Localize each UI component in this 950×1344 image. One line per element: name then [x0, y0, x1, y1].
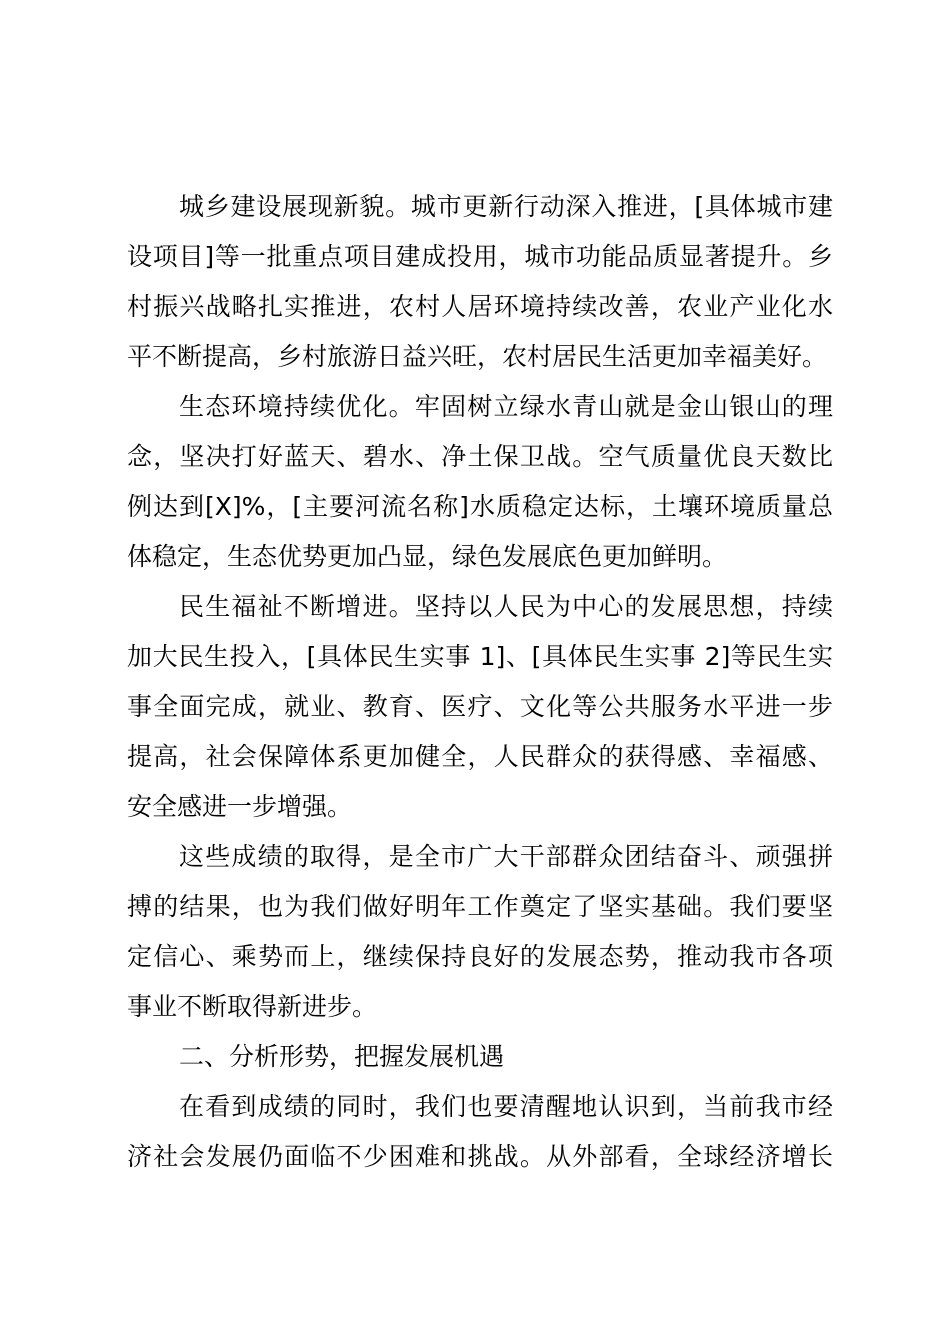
text-line: 事全面完成，就业、教育、医疗、文化等公共服务水平进一步 [127, 692, 833, 721]
section-heading [127, 1032, 833, 1082]
text-line: 这些成绩的取得，是全市广大干部群众团结奋斗、顽强拼 [179, 842, 833, 871]
paragraph-urban-rural [127, 182, 833, 382]
text-line: 加大民生投入，[具体民生实事 1]、[具体民生实事 2]等民生实 [127, 642, 833, 671]
text-line: 提高，社会保障体系更加健全，人民群众的获得感、幸福感、 [127, 742, 833, 771]
paragraph-challenges [127, 1082, 833, 1182]
document-body [127, 182, 833, 1182]
paragraph-ecology [127, 382, 833, 582]
text-line: 定信心、乘势而上，继续保持良好的发展态势，推动我市各项 [127, 942, 833, 971]
heading-line: 二、分析形势，把握发展机遇 [179, 1042, 505, 1071]
text-line: 平不断提高，乡村旅游日益兴旺，农村居民生活更加幸福美好。 [127, 342, 828, 371]
text-line: 民生福祉不断增进。坚持以人民为中心的发展思想，持续 [179, 592, 833, 621]
text-line: 济社会发展仍面临不少困难和挑战。从外部看，全球经济增长 [127, 1142, 833, 1171]
text-line: 生态环境持续优化。牢固树立绿水青山就是金山银山的理 [179, 392, 833, 421]
paragraph-livelihood [127, 582, 833, 832]
text-line: 体稳定，生态优势更加凸显，绿色发展底色更加鲜明。 [127, 542, 728, 571]
text-line: 念，坚决打好蓝天、碧水、净土保卫战。空气质量优良天数比 [127, 442, 833, 471]
text-line: 安全感进一步增强。 [127, 792, 353, 821]
paragraph-achievements-summary [127, 832, 833, 1032]
text-line: 例达到[X]%，[主要河流名称]水质稳定达标，土壤环境质量总 [127, 492, 833, 521]
text-line: 在看到成绩的同时，我们也要清醒地认识到，当前我市经 [179, 1092, 833, 1121]
text-line: 事业不断取得新进步。 [127, 992, 378, 1021]
text-line: 搏的结果，也为我们做好明年工作奠定了坚实基础。我们要坚 [127, 892, 833, 921]
text-line: 设项目]等一批重点项目建成投用，城市功能品质显著提升。乡 [127, 242, 833, 271]
text-line: 城乡建设展现新貌。城市更新行动深入推进，[具体城市建 [179, 192, 833, 221]
text-line: 村振兴战略扎实推进，农村人居环境持续改善，农业产业化水 [127, 292, 833, 321]
